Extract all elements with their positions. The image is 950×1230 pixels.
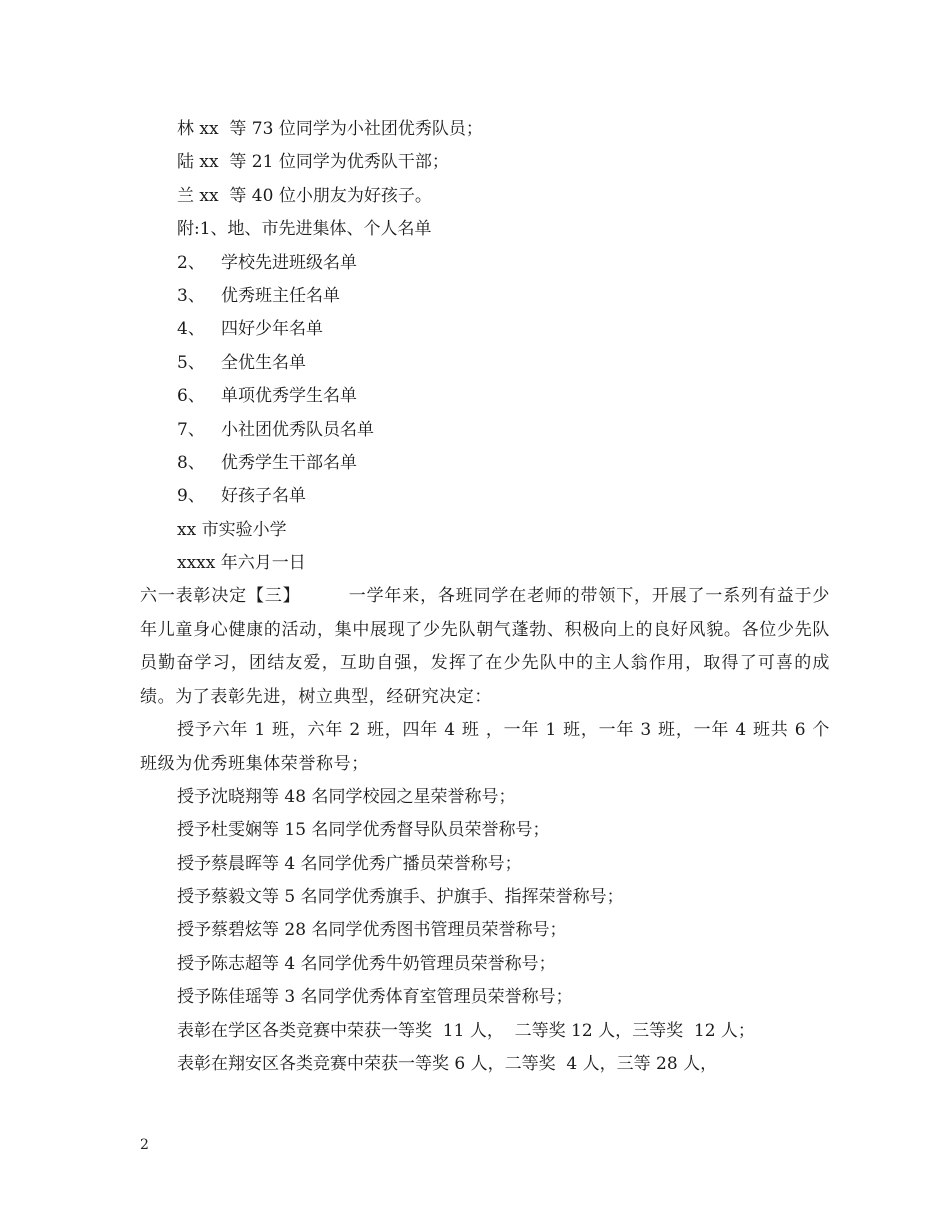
signature-date: xxxx 年六月一日 <box>177 553 306 574</box>
award-line: 授予杜雯娴等 15 名同学优秀督导队员荣誉称号； <box>177 820 550 841</box>
attachment-item: 8、 优秀学生干部名单 <box>177 452 358 473</box>
opening-text: 一学年来，各班同学在老师的带领下，开展了一系列有益于少年儿童身心健康的活动，集中展现了少先队朝气蓬勃、积极向上的良好风貌。各位少先队员勤奋学习，团结友爱，互助自强，发挥了在少先队中的主人翁作用，取得了可喜的成绩。为了表彰先进，树立典型，经研究决定： <box>140 586 830 707</box>
attachment-item: 2、 学校先进班级名单 <box>177 252 358 273</box>
section-heading: 六一表彰决定【三】 <box>140 586 301 607</box>
document-body <box>140 113 830 1081</box>
page-number: 2 <box>140 1137 149 1153</box>
award-line: 授予陈佳瑶等 3 名同学优秀体育室管理员荣誉称号； <box>177 987 573 1008</box>
class-award-paragraph: 授予六年 1 班，六年 2 班，四年 4 班 ，一年 1 班，一年 3 班，一年 4 班共 6 个班级为优秀班集体荣誉称号； <box>140 720 830 774</box>
attachment-item: 3、 优秀班主任名单 <box>177 285 341 306</box>
attachments-intro: 附:1、地、市先进集体、个人名单 <box>177 219 432 240</box>
award-line: 授予陈志超等 4 名同学优秀牛奶管理员荣誉称号； <box>177 953 556 974</box>
attachment-item: 7、 小社团优秀队员名单 <box>177 419 375 440</box>
award-line: 授予蔡毅文等 5 名同学优秀旗手、护旗手、指挥荣誉称号； <box>177 887 624 908</box>
attachment-item: 9、 好孩子名单 <box>177 486 307 507</box>
award-line: 授予沈晓翔等 48 名同学校园之星荣誉称号； <box>177 786 516 807</box>
award-line: 表彰在学区各类竞赛中荣获一等奖 11 人， 二等奖 12 人，三等奖 12 人； <box>177 1020 755 1041</box>
award-line: 授予蔡碧炫等 28 名同学优秀图书管理员荣誉称号； <box>177 920 567 941</box>
award-line: 授予蔡晨晖等 4 名同学优秀广播员荣誉称号； <box>177 853 522 874</box>
signature-school: xx 市实验小学 <box>177 519 287 540</box>
award-line: 兰 xx 等 40 位小朋友为好孩子。 <box>177 185 432 206</box>
attachment-item: 5、 全优生名单 <box>177 352 307 373</box>
section-three-opening <box>140 580 830 714</box>
award-line: 林 xx 等 73 位同学为小社团优秀队员； <box>177 119 483 139</box>
award-line: 陆 xx 等 21 位同学为优秀队干部； <box>177 152 449 173</box>
attachment-item: 4、 四好少年名单 <box>177 319 324 340</box>
award-line: 表彰在翔安区各类竞赛中荣获一等奖 6 人，二等奖 4 人，三等 28 人， <box>177 1054 718 1075</box>
attachment-item: 6、 单项优秀学生名单 <box>177 386 358 407</box>
